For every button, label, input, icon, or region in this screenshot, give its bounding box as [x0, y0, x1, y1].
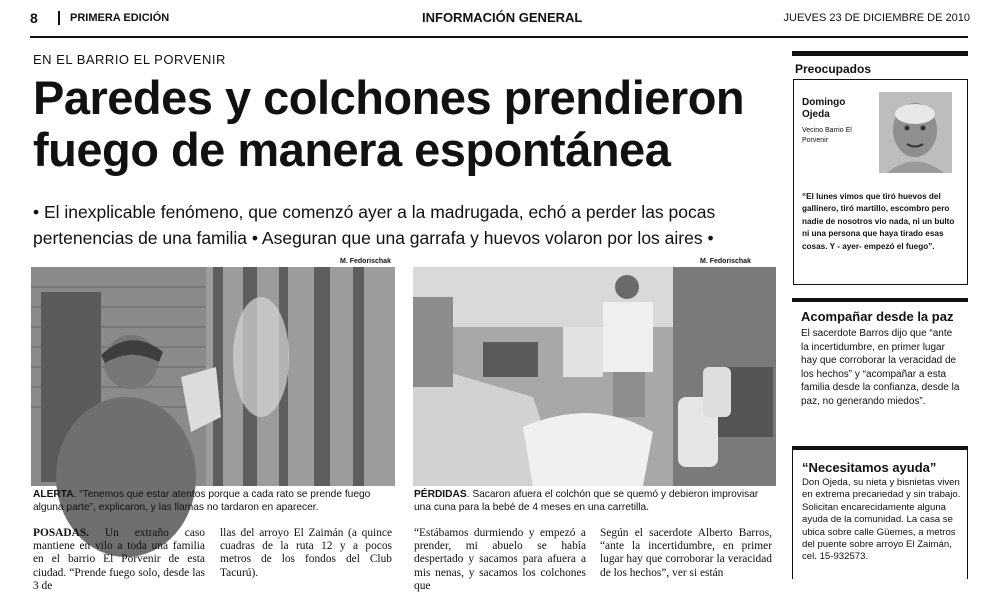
body-text: Un extraño caso mantiene en vilo a toda una familia en el barrio El Porvenir de esta ciudad. “Prende fuego solo, desde las 3 de	[33, 527, 205, 592]
portrait-photo	[879, 92, 952, 173]
article-body-column: llas del arroyo El Zaimán (a quince cuadras de la ruta 12 y a pocos metros de los fondos del Club Tacurú).	[220, 527, 392, 579]
article-body-column: “Estábamos durmiendo y empezó a prender, mi abuelo se había despertado y sacamos para afuera a mis nenas, y sacamos los colchones que	[414, 527, 586, 592]
caption-label: ALERTA	[33, 489, 74, 500]
quote-text: “El lunes vimos que tiró huevos del gallinero, tiró martillo, escombro pero nadie de nosotros vio nada, ni un bulto ni una persona que haya tirado esas cosas. Y - ayer- empezó el fuego”.	[802, 192, 955, 251]
caption-label: PÉRDIDAS	[414, 489, 467, 500]
issue-date: JUEVES 23 DE DICIEMBRE DE 2010	[783, 12, 970, 24]
dateline: POSADAS.	[33, 527, 90, 539]
quote-box	[793, 79, 968, 285]
sidebar-box-text: Don Ojeda, su nieta y bisnietas viven en extrema precariedad y sin trabajo. Solicitan encarecidamente alguna ayuda de la comunidad. La casa se ubica sobre calle Güemes, a metros del puente sobre arroyo El Zaimán, cel. 15-932573.	[802, 477, 961, 563]
sidebar-box	[792, 446, 968, 579]
sidebar-box	[792, 298, 968, 433]
sidebar-box-title: Preocupados	[795, 62, 872, 76]
article-kicker: EN EL BARRIO EL PORVENIR	[33, 52, 226, 67]
photo-wall-fire	[31, 267, 395, 486]
photo-caption	[414, 488, 776, 514]
edition-label: PRIMERA EDICIÓN	[70, 12, 170, 24]
quote-author-name: Domingo Ojeda	[802, 97, 846, 120]
photo-yard-belongings	[413, 267, 776, 486]
article-headline: Paredes y colchones prendieron fuego de manera espontánea	[33, 71, 745, 176]
section-title: INFORMACIÓN GENERAL	[422, 10, 583, 25]
sidebar-box-text: El sacerdote Barros dijo que “ante la incertidumbre, en primer lugar hay que corroborar la veracidad de los hechos” y “acompañar a esta familia desde la confianza, desde la paz, no generando miedos”.	[801, 328, 960, 407]
caption-text: . “Tenemos que estar atentos porque a cada rato se prende fuego alguna parte”, explicaron, y las llamas no tardaron en aparecer.	[33, 489, 371, 513]
photo-credit: M. Fedorischak	[340, 258, 391, 265]
page-header	[30, 8, 970, 32]
photo-caption	[33, 488, 393, 514]
article-body-column: Según el sacerdote Alberto Barros, “ante la incertidumbre, en primer lugar hay que corroborar la veracidad de los hechos”, ver si están	[600, 527, 772, 579]
sidebar-box-title: “Necesitamos ayuda”	[802, 460, 937, 475]
article-lead: • El inexplicable fenómeno, que comenzó ayer a la madrugada, echó a perder las pocas pertenencias de una familia • Aseguran que una garrafa y huevos volaron por los aires •	[33, 202, 716, 248]
page-number: 8	[30, 10, 38, 26]
quote-author-role: Vecino Barrio El Porvenir	[802, 127, 852, 144]
article-body-column	[33, 527, 205, 593]
header-rule	[30, 36, 968, 38]
sidebar-box-title: Acompañar desde la paz	[801, 309, 954, 324]
caption-text: . Sacaron afuera el colchón que se quemó y debieron improvisar una cuna para la bebé de 4 meses en una carretilla.	[414, 489, 759, 513]
header-divider	[58, 11, 60, 25]
photo-credit: M. Fedorischak	[700, 258, 751, 265]
sidebar-rule	[792, 51, 968, 56]
